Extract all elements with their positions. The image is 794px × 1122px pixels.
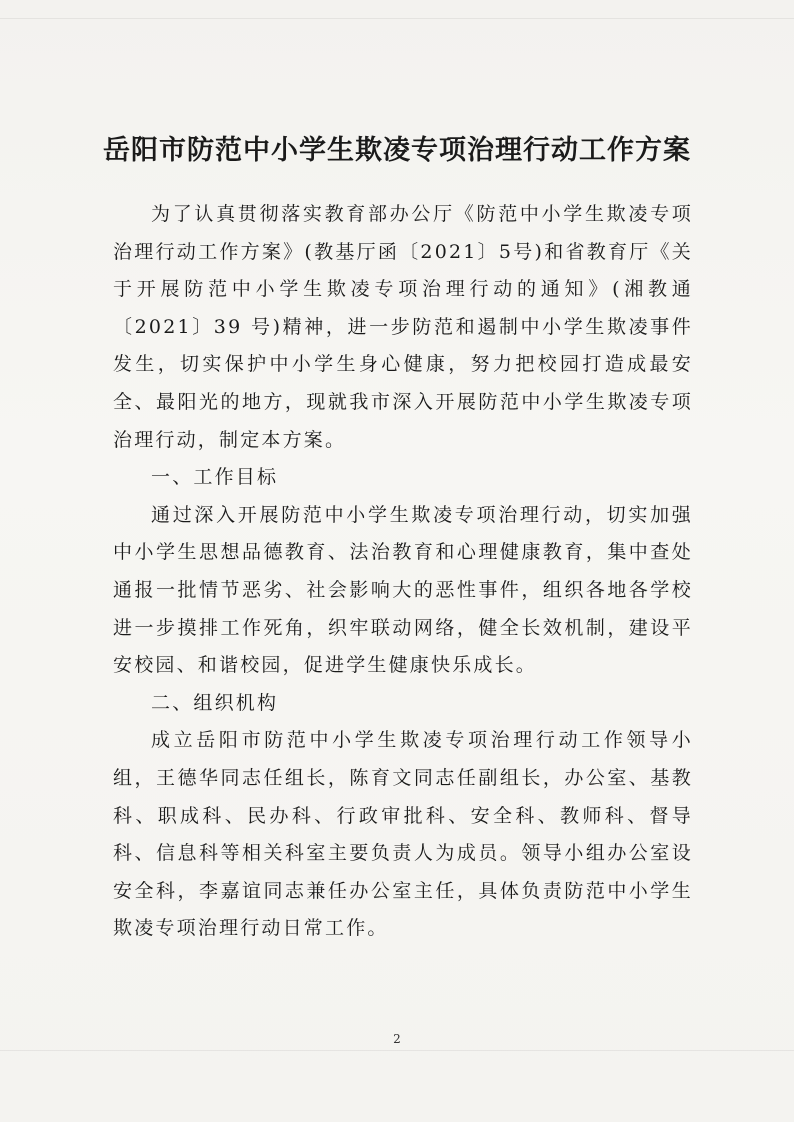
document-title: 岳阳市防范中小学生欺凌专项治理行动工作方案 — [103, 135, 691, 166]
intro-paragraph: 为了认真贯彻落实教育部办公厅《防范中小学生欺凌专项治理行动工作方案》(教基厅函〔2021〕5号)和省教育厅《关于开展防范中小学生欺凌专项治理行动的通知》(湘教通〔2021〕39 号)精神，进一步防范和遏制中小学生欺凌事件发生，切实保护中小学生身心健康，努力把校园打造成最安全、最阳光的地方，现就我市深入开展防范中小学生欺凌专项治理行动，制定本方案。 — [113, 203, 693, 451]
section-heading: 二、组织机构 — [151, 691, 279, 714]
scan-artifact-line — [0, 18, 794, 19]
scan-artifact-line — [0, 1050, 794, 1051]
page-number: 2 — [393, 1032, 401, 1046]
section-paragraph: 成立岳阳市防范中小学生欺凌专项治理行动工作领导小组，王德华同志任组长，陈育文同志任副组长，办公室、基教科、职成科、民办科、行政审批科、安全科、教师科、督导科、信息科等相关科室主要负责人为成员。领导小组办公室设安全科，李嘉谊同志兼任办公室主任，具体负责防范中小学生欺凌专项治理行动日常工作。 — [113, 729, 693, 940]
document-body — [113, 196, 693, 948]
section-paragraph: 通过深入开展防范中小学生欺凌专项治理行动，切实加强中小学生思想品德教育、法治教育和心理健康教育，集中查处通报一批情节恶劣、社会影响大的恶性事件，组织各地各学校进一步摸排工作死角，织牢联动网络，健全长效机制，建设平安校园、和谐校园，促进学生健康快乐成长。 — [113, 503, 693, 677]
section-heading: 一、工作目标 — [151, 466, 279, 489]
